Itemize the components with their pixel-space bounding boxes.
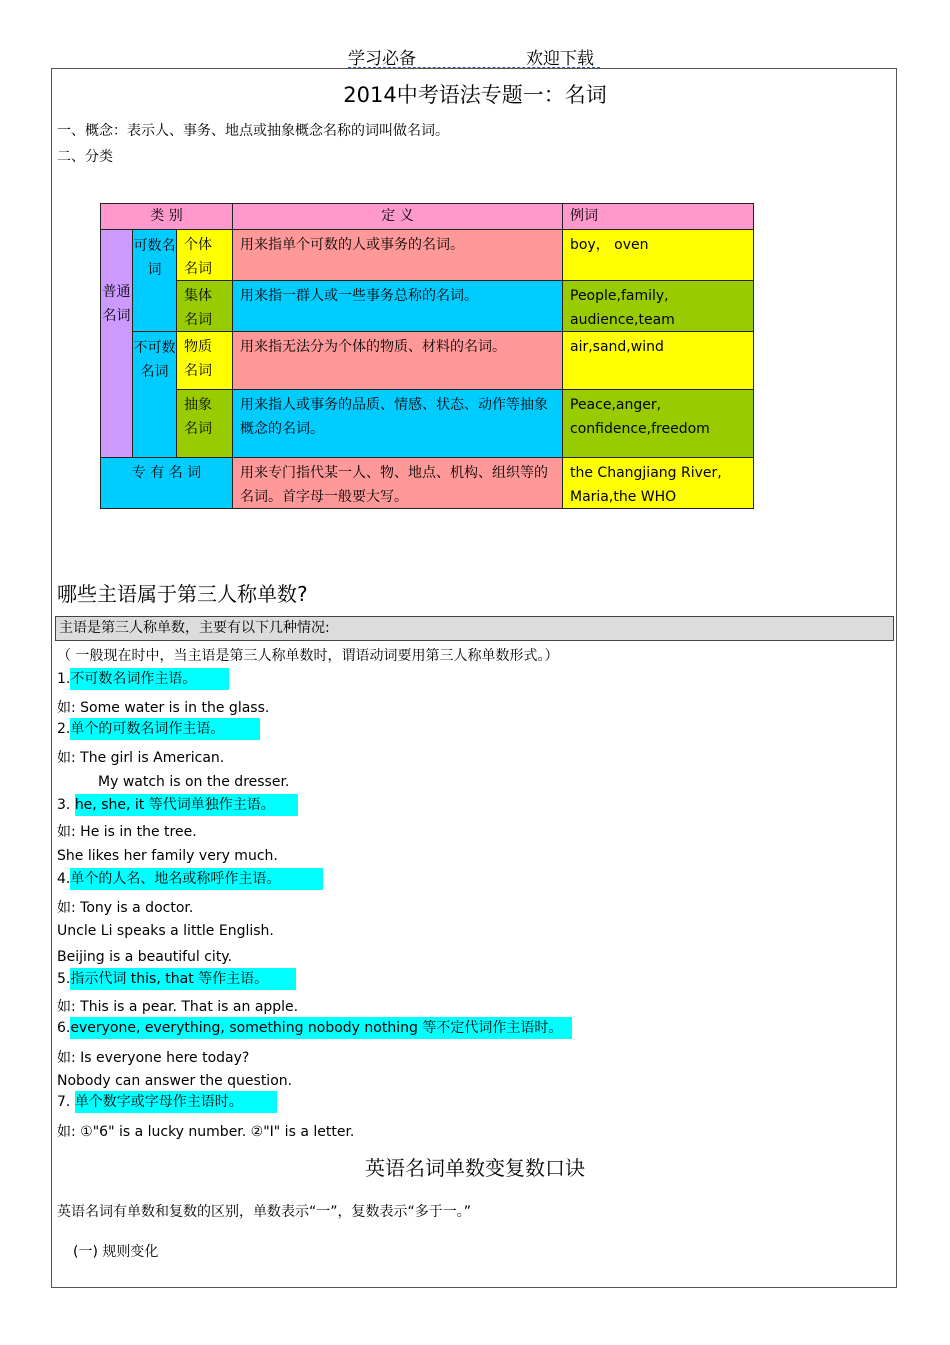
type-cell-material: 物质名词 (176, 331, 233, 390)
rule-label: 单个数字或字母作主语时。 (75, 1091, 277, 1113)
definition-cell-individual: 用来指单个可数的人或事务的名词。 (232, 229, 563, 281)
rule-item (57, 718, 260, 740)
rule-item (57, 1017, 572, 1039)
examples-cell-material: air,sand,wind (562, 331, 754, 390)
rule-example: Nobody can answer the question. (57, 1073, 293, 1089)
classification-line: 二、分类 (57, 149, 113, 165)
table-head-examples: 例词 (562, 203, 754, 230)
rule-item (57, 668, 229, 690)
rule-label: everyone, everything, something nobody nothing 等不定代词作主语时。 (70, 1017, 572, 1039)
rule-number: 1. (57, 671, 71, 687)
rule-example: 如: Is everyone here today? (57, 1050, 250, 1066)
countable-noun-cell: 可数名词 (132, 229, 177, 332)
definition-cell-proper: 用来专门指代某一人、物、地点、机构、组织等的名词。首字母一般要大写。 (232, 457, 563, 509)
header-left-text: 学习必备 (348, 49, 416, 69)
rule-item (57, 794, 298, 816)
rule-example: 如: He is in the tree. (57, 824, 197, 840)
definition-cell-abstract: 用来指人或事务的品质、情感、状态、动作等抽象概念的名词。 (232, 389, 563, 458)
rule-example: 如: The girl is American. (57, 750, 225, 766)
examples-cell-proper: the Changjiang River, Maria,the WHO (562, 457, 754, 509)
definition-cell-collective: 用来指一群人或一些事务总称的名词。 (232, 280, 563, 332)
plural-rules-heading: 英语名词单数变复数口诀 (365, 1156, 585, 1180)
rule-example: Uncle Li speaks a little English. (57, 923, 274, 939)
table-head-category: 类 别 (100, 203, 233, 230)
header-right-text: 欢迎下载 (526, 49, 594, 69)
type-cell-individual: 个体名词 (176, 229, 233, 281)
rule-number: 4. (57, 871, 71, 887)
rule-item (57, 1091, 277, 1113)
concept-line: 一、概念：表示人、事务、地点或抽象概念名称的词叫做名词。 (57, 123, 449, 139)
rule-example: 如: ①"6" is a lucky number. ②"I" is a letter. (57, 1124, 355, 1140)
examples-cell-abstract: Peace,anger, confidence,freedom (562, 389, 754, 458)
rule-number: 5. (57, 971, 71, 987)
examples-cell-individual: boy， oven (562, 229, 754, 281)
rule-number: 7. (57, 1094, 75, 1110)
noun-classification-table (100, 203, 754, 509)
rule-example: 如: Tony is a doctor. (57, 900, 194, 916)
rule-example: 如: Some water is in the glass. (57, 700, 270, 716)
rule-label: 不可数名词作主语。 (70, 668, 229, 690)
third-person-summary-box: 主语是第三人称单数，主要有以下几种情况: (55, 616, 894, 641)
type-cell-abstract: 抽象名词 (176, 389, 233, 458)
proper-noun-cell: 专 有 名 词 (100, 457, 233, 509)
third-person-heading: 哪些主语属于第三人称单数? (57, 582, 308, 606)
rule-example: Beijing is a beautiful city. (57, 949, 233, 965)
definition-cell-material: 用来指无法分为个体的物质、材料的名词。 (232, 331, 563, 390)
rule-number: 3. (57, 797, 75, 813)
page-title: 2014中考语法专题一：名词 (343, 83, 607, 107)
regular-change-line: (一) 规则变化 (73, 1244, 159, 1260)
rule-example: 如: This is a pear. That is an apple. (57, 999, 299, 1015)
plural-intro-line: 英语名词有单数和复数的区别，单数表示“一”，复数表示“多于一。” (57, 1204, 472, 1220)
rule-example: My watch is on the dresser. (98, 774, 290, 790)
rule-item (57, 968, 296, 990)
rule-label: 单个的人名、地名或称呼作主语。 (70, 868, 323, 890)
common-noun-cell: 普通名词 (100, 229, 133, 458)
rule-item (57, 868, 323, 890)
uncountable-noun-cell: 不可数名词 (132, 331, 177, 458)
rule-example: She likes her family very much. (57, 848, 278, 864)
rule-number: 6. (57, 1020, 71, 1036)
rule-label: 单个的可数名词作主语。 (70, 718, 260, 740)
rule-number: 2. (57, 721, 71, 737)
rule-label: he, she, it 等代词单独作主语。 (75, 794, 298, 816)
examples-cell-collective: People,family, audience,team (562, 280, 754, 332)
table-head-definition: 定 义 (232, 203, 563, 230)
rule-label: 指示代词 this, that 等作主语。 (70, 968, 296, 990)
type-cell-collective: 集体名词 (176, 280, 233, 332)
present-tense-note: （ 一般现在时中，当主语是第三人称单数时，谓语动词要用第三人称单数形式。） (57, 648, 559, 664)
